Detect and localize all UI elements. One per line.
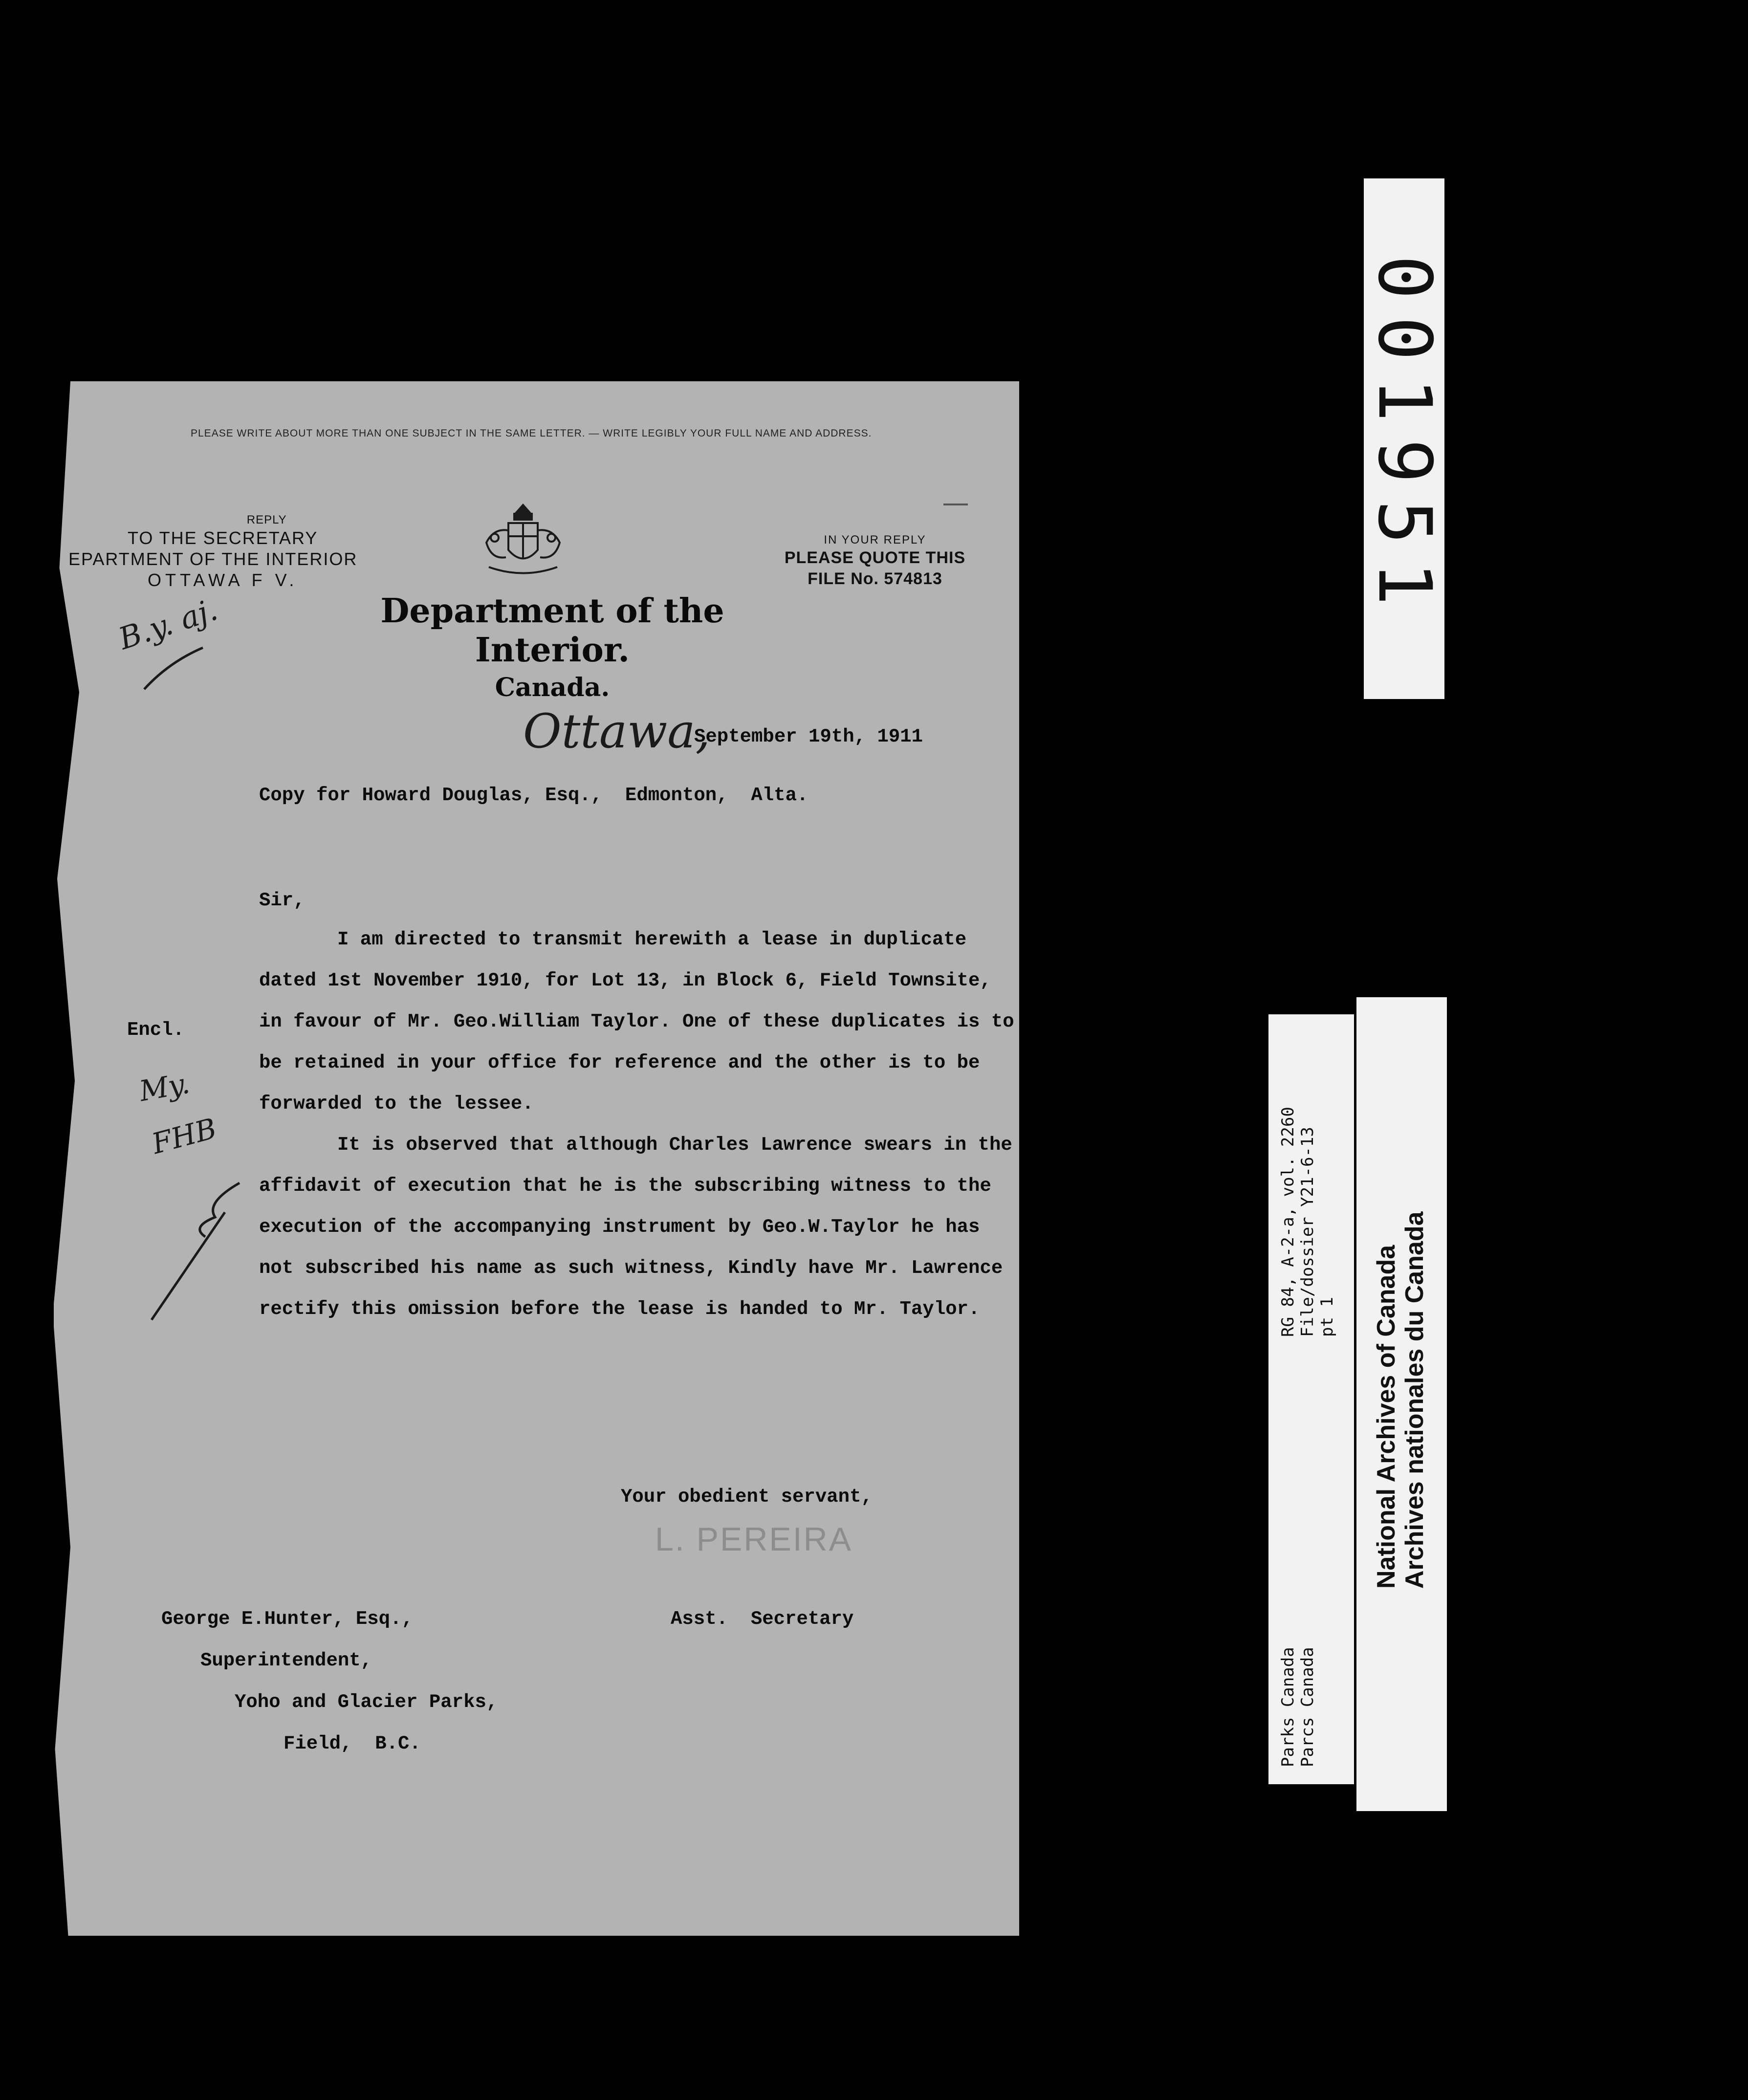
- signatory-title: Asst. Secretary: [671, 1608, 854, 1630]
- archive-reference-label: [1268, 1014, 1354, 1784]
- letter-body: [259, 919, 1022, 1330]
- letter-page: [54, 381, 1019, 1936]
- letter-date: September 19th, 1911: [694, 726, 923, 747]
- place-ottawa: Ottawa,: [523, 704, 711, 759]
- file-number: FILE No. 574813: [808, 569, 942, 588]
- quote-file-block: [733, 533, 1017, 589]
- department-heading: [352, 591, 753, 702]
- margin-note-fhb: FHB: [148, 1111, 220, 1161]
- torn-edge: [44, 381, 88, 1936]
- quote-line2: PLEASE QUOTE THIS: [784, 548, 966, 567]
- frame-number: 001951: [1361, 255, 1447, 623]
- paragraph-1: I am directed to transmit herewith a lease in duplicate dated 1st November 1910, for Lot 13, in Block 6, Field Townsite, in favour of Mr. Geo.William Taylor. One of these duplicates is to be retained in your office for reference and the other is to be forwarded to the lessee.: [259, 929, 1014, 1115]
- margin-note-my: My.: [136, 1066, 193, 1108]
- country-name: Canada.: [495, 673, 610, 702]
- institution-label: [1372, 1211, 1429, 1589]
- reply-to-block: [68, 513, 358, 591]
- decorative-dash: [943, 503, 968, 505]
- reply-line3: EPARTMENT OF THE INTERIOR: [68, 548, 358, 569]
- margin-arrow-icon: [132, 1173, 259, 1330]
- salutation: Sir,: [259, 890, 305, 911]
- paragraph-2: It is observed that although Charles Lawrence swears in the affidavit of execution that he is the subscribing witness to the execution of the accompanying instrument by Geo.W.Taylor he has not subscribed his name as such witness, Kindly have Mr. Lawrence rectify this omission before the lease is handed to Mr. Taylor.: [259, 1134, 1012, 1320]
- department-name: Department of the Interior.: [380, 591, 724, 670]
- addressee-line4: Field, B.C.: [284, 1733, 421, 1754]
- enclosure-note: Encl.: [127, 1019, 185, 1041]
- quote-line1: IN YOUR REPLY: [824, 533, 926, 547]
- institution-fr: Archives nationales du Canada: [1400, 1211, 1429, 1589]
- addressee-line1: George E.Hunter, Esq.,: [161, 1608, 413, 1630]
- reply-line1: REPLY: [246, 513, 287, 526]
- reference-line3: pt 1: [1317, 1297, 1337, 1337]
- reference-line2: File/dossier Y21-6-13: [1298, 1127, 1317, 1337]
- frame-number-strip: [1361, 178, 1447, 699]
- copy-for-line: Copy for Howard Douglas, Esq., Edmonton, Alta.: [259, 785, 808, 806]
- archive-institution-label: [1356, 997, 1447, 1811]
- addressee-line2: Superintendent,: [200, 1650, 372, 1671]
- closing: Your obedient servant,: [621, 1486, 873, 1508]
- margin-scribble-icon: [139, 643, 208, 697]
- reply-line4: OTTAWA F V.: [148, 570, 298, 591]
- reference-line1: RG 84, A-2-a, vol. 2260: [1278, 1107, 1298, 1337]
- header-instruction: PLEASE WRITE ABOUT MORE THAN ONE SUBJECT IN THE SAME LETTER. — WRITE LEGIBLY YOUR FULL NAME AND ADDRESS.: [191, 428, 872, 439]
- reference-label: [1278, 1107, 1337, 1337]
- signature-stamp: L. PEREIRA: [655, 1521, 853, 1558]
- department-label: [1278, 1647, 1317, 1767]
- addressee-line3: Yoho and Glacier Parks,: [235, 1691, 498, 1713]
- margin-note-initials: B.y. aj.: [114, 591, 222, 657]
- reply-line2: TO THE SECRETARY: [127, 527, 318, 548]
- institution-en: National Archives of Canada: [1372, 1245, 1400, 1589]
- department-en: Parks Canada: [1278, 1647, 1298, 1767]
- department-fr: Parcs Canada: [1298, 1647, 1317, 1767]
- coat-of-arms-icon: [474, 501, 572, 584]
